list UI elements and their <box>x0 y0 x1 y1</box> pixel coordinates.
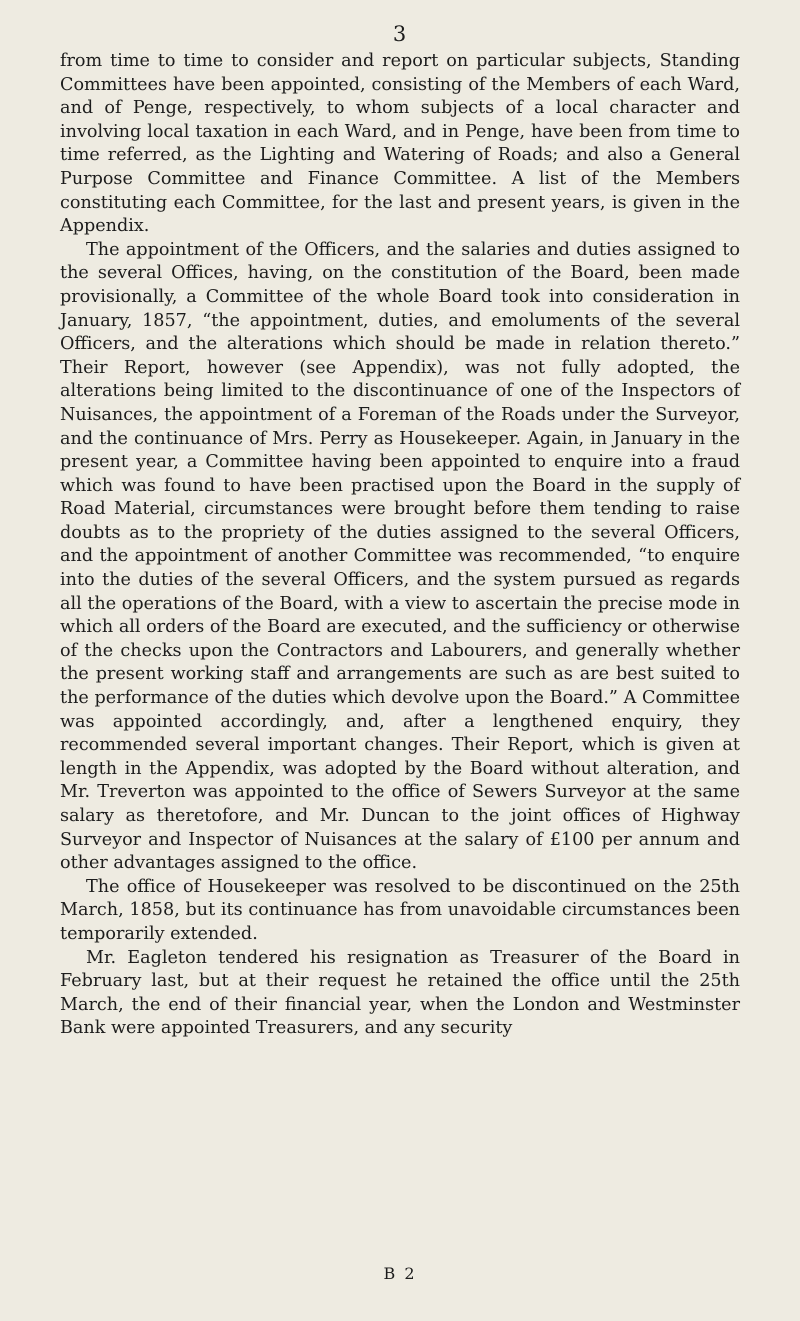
paragraph-housekeeper: The office of Housekeeper was resolved to be discontinued on the 25th March, 1858, but its continuance has from unavoidable circumstances been temporarily extended. <box>60 876 740 944</box>
paragraph-officers-appointment: The appointment of the Officers, and the salaries and duties assigned to the several Offices, having, on the constitution of the Board, been made provisionally, a Committee of the whole Board took into consideration in January, 1857, “the appointment, duties, and emoluments of the several Officers, and the alterations which should be made in relation thereto.” Their Report, however (see Appendix), was not fully adopted, the alterations being limited to the discontinuance of one of the Inspectors of Nuisances, the appointment of a Foreman of the Roads under the Surveyor, and the continuance of Mrs. Perry as Housekeeper. Again, in January in the present year, a Committee having been appointed to enquire into a fraud which was found to have been practised upon the Board in the supply of Road Material, circumstances were brought before them tending to raise doubts as to the propriety of the duties assigned to the several Officers, and the appointment of another Committee was recommended, “to enquire into the duties of the several Officers, and the system pursued as regards all the operations of the Board, with a view to ascertain the precise mode in which all orders of the Board are executed, and the sufficiency or otherwise of the checks upon the Contractors and Labourers, and generally whether the present working staff and arrangements are such as are best suited to the performance of the duties which devolve upon the Board.” A Committee was appointed accordingly, and, after a lengthened enquiry, they recommended several important changes. Their Report, which is given at length in the Appendix, was adopted by the Board without alteration, and Mr. Treverton was appointed to the office of Sewers Surveyor at the same salary as theretofore, and Mr. Duncan to the joint offices of Highway Surveyor and Inspector of Nuisances at the salary of £100 per annum and other advantages assigned to the office. <box>60 239 740 874</box>
paragraph-treasurer: Mr. Eagleton tendered his resignation as Treasurer of the Board in February last, but at their request he retained the office until the 25th March, the end of their financial year, when the London and Westminster Bank were appointed Treasurers, and any security <box>60 947 740 1039</box>
document-body <box>60 50 740 1041</box>
paragraph-continuation: from time to time to consider and report on particular subjects, Standing Committees have been appointed, consisting of the Members of each Ward, and of Penge, respectively, to whom subjects of a local character and involving local taxation in each Ward, and in Penge, have been from time to time referred, as the Lighting and Watering of Roads; and also a General Purpose Committee and Finance Committee. A list of the Members constituting each Committee, for the last and present years, is given in the Appendix. <box>60 51 740 237</box>
signature-mark: B 2 <box>383 1264 417 1283</box>
page-number: 3 <box>392 22 408 46</box>
